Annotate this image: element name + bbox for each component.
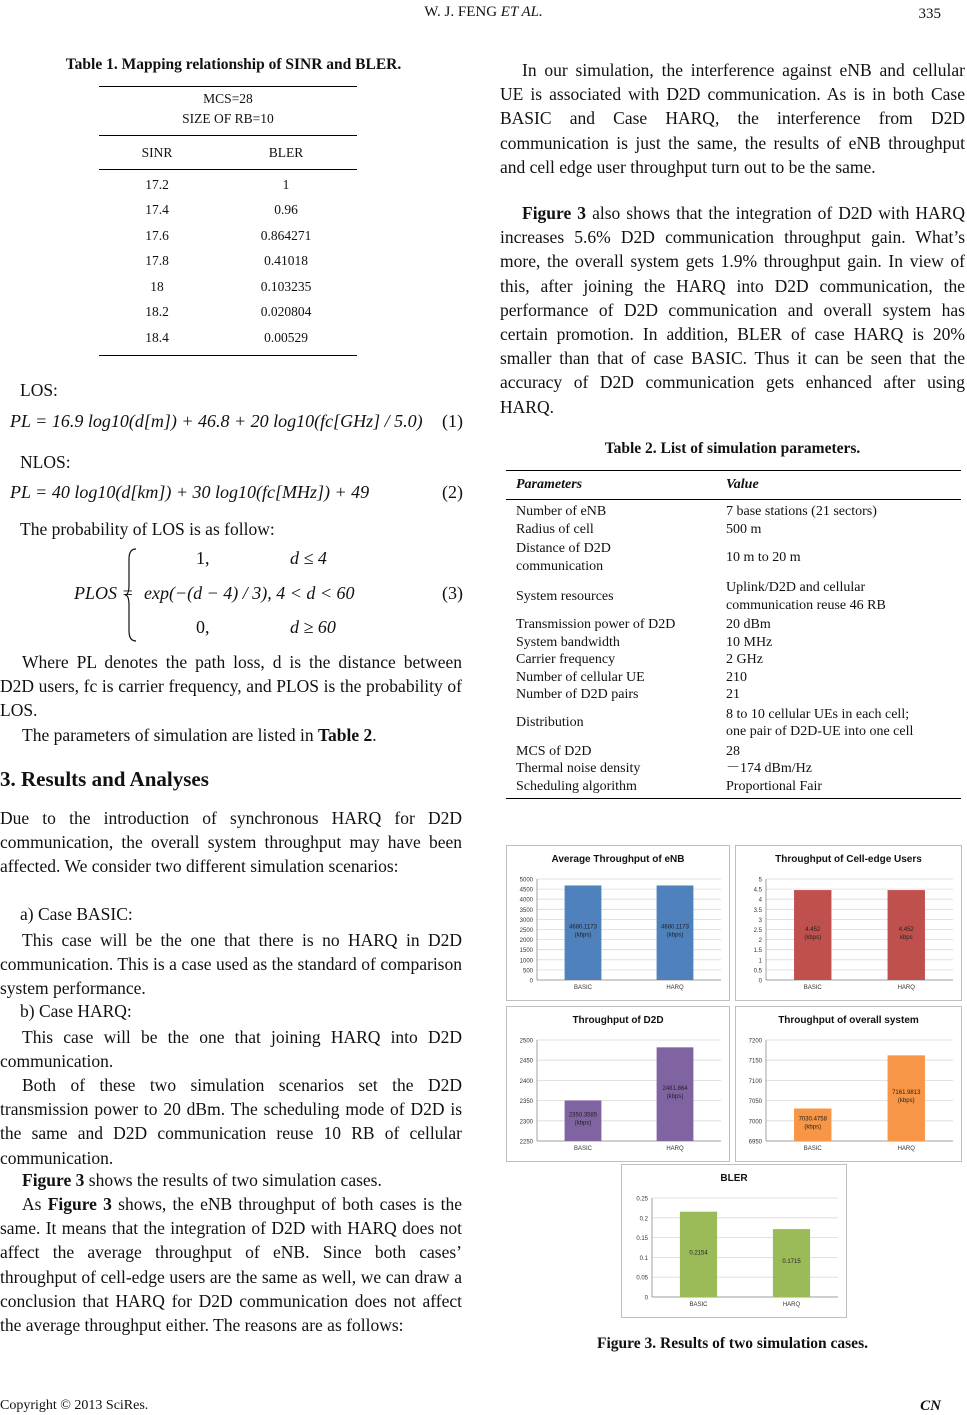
y-tick-label: 0: [529, 978, 533, 985]
chart-plot: [736, 1007, 961, 1161]
x-tick-label: HARQ: [666, 1146, 684, 1152]
bler-cell: 0.96: [274, 202, 298, 218]
params-reference: The parameters of simulation are listed in Table 2.: [22, 725, 377, 745]
chart-bler: [621, 1164, 847, 1318]
table-row: [99, 223, 357, 249]
chart-enb-throughput: [506, 845, 730, 1001]
value-cell: 21: [726, 687, 740, 702]
table1: [99, 86, 357, 356]
chart-plot: [736, 846, 961, 1000]
table-row: [506, 686, 961, 704]
chart-title: Throughput of D2D: [572, 1015, 664, 1026]
sinr-cell: 17.2: [145, 176, 169, 192]
x-tick-label: HARQ: [897, 1146, 915, 1152]
intro-paragraph: Due to the introduction of synchronous HARQ for D2D communication, the overall system throughput may have been affected. We consider two different simulation scenarios:: [0, 808, 462, 877]
y-tick-label: 4000: [519, 897, 533, 904]
sinr-cell: 18.2: [145, 304, 169, 320]
value-cell: 10 m to 20 m: [726, 549, 801, 565]
x-tick-label: BASIC: [573, 985, 593, 991]
equation-3-lhs: PLOS =: [74, 583, 134, 603]
sinr-cell: 17.8: [145, 253, 169, 269]
chart-title: Throughput of overall system: [778, 1015, 919, 1026]
y-tick-label: 7000: [748, 1119, 762, 1126]
x-tick-label: BASIC: [573, 1146, 593, 1152]
y-tick-label: 4.5: [753, 887, 762, 894]
table-row: [506, 669, 961, 687]
data-label: 4.452 kbps: [898, 927, 914, 942]
equation-3: [0, 545, 467, 645]
value-cell: 20 dBm: [726, 617, 771, 632]
y-tick-label: 2300: [519, 1119, 533, 1126]
y-tick-label: 7050: [748, 1099, 762, 1106]
parameter-cell: Thermal noise density: [516, 761, 641, 776]
parameter-cell: Radius of cell: [516, 521, 594, 537]
y-tick-label: 2350: [519, 1099, 533, 1106]
table-row: [506, 743, 961, 761]
journal-abbrev: CN: [920, 1398, 941, 1414]
y-tick-label: 500: [522, 968, 533, 975]
table-row: [99, 198, 357, 224]
table-row: [99, 274, 357, 300]
table-row: [506, 704, 961, 743]
x-tick-label: BASIC: [689, 1302, 708, 1308]
y-tick-label: 2500: [519, 1038, 533, 1045]
los-label: LOS:: [20, 380, 58, 400]
column-header-sinr: SINR: [141, 144, 173, 160]
y-tick-label: 1: [758, 958, 762, 965]
header-authors: W. J. FENG: [424, 4, 498, 20]
value-cell: 2 GHz: [726, 652, 763, 667]
y-tick-label: 0: [644, 1295, 648, 1302]
table-row: [99, 172, 357, 198]
equation-3-case-3: 0,: [196, 617, 210, 637]
chart-d2d-throughput: [506, 1006, 730, 1162]
y-tick-label: 0.25: [636, 1196, 648, 1203]
chart-title: BLER: [720, 1173, 748, 1184]
table-row: [506, 778, 961, 796]
table-row: [506, 577, 961, 616]
table1-rb-size: SIZE OF RB=10: [182, 111, 274, 126]
table-row: [506, 760, 961, 778]
data-label: 2481.864 (kbps): [662, 1086, 688, 1101]
case-b-heading: b) Case HARQ:: [20, 1001, 132, 1021]
parameter-cell: Transmission power of D2D: [516, 617, 676, 632]
chart-overall-throughput: [735, 1006, 962, 1162]
x-tick-label: HARQ: [666, 985, 684, 991]
y-tick-label: 3000: [519, 917, 533, 924]
table-row: [506, 538, 961, 577]
data-label: 7161.9813 (kbps): [892, 1090, 921, 1105]
bler-cell: 0.020804: [260, 304, 312, 320]
data-label: 4680.1173 (kbps): [661, 924, 689, 939]
parameter-cell: System resources: [516, 588, 614, 604]
y-tick-label: 7200: [748, 1038, 762, 1045]
sinr-cell: 17.6: [145, 227, 169, 243]
value-cell: 7 base stations (21 sectors): [726, 504, 877, 519]
value-cell: Proportional Fair: [726, 778, 823, 794]
table-row: [99, 325, 357, 351]
column-header-value: Value: [726, 477, 759, 492]
y-tick-label: 0.05: [636, 1275, 648, 1282]
figure-caption: Figure 3. Results of two simulation cases.: [597, 1335, 868, 1352]
equation-3-case-1: 1,: [196, 548, 210, 568]
data-label: 4.452 (kbps): [804, 927, 822, 942]
table1-column-headers: [99, 136, 357, 170]
data-label: 0.2154: [689, 1250, 708, 1257]
y-tick-label: 3500: [519, 907, 533, 914]
table-row: [506, 634, 961, 652]
case-a-paragraph: This case will be the one that there is no HARQ in D2D communication. This is a case used as the standard of comparison system performance.: [0, 930, 462, 999]
x-tick-label: HARQ: [782, 1302, 801, 1308]
column-header-parameters: Parameters: [516, 477, 583, 492]
y-tick-label: 0.1: [639, 1255, 648, 1262]
parameter-cell: Distance of D2D communication: [516, 541, 611, 574]
equation-3-cond-3: d ≥ 60: [290, 617, 336, 637]
y-tick-label: 4: [758, 897, 762, 904]
figure3-intro: Figure 3 shows the results of two simulation cases.: [22, 1170, 382, 1190]
parameter-cell: Number of eNB: [516, 504, 607, 519]
bler-cell: 0.864271: [260, 227, 312, 243]
page-number: 335: [918, 6, 941, 22]
y-tick-label: 2: [758, 938, 762, 945]
x-tick-label: BASIC: [803, 985, 822, 991]
y-tick-label: 1000: [519, 958, 533, 965]
both-scenarios-paragraph: Both of these two simulation scenarios set the D2D transmission power to 20 dBm. The scheduling mode of D2D is the same and D2D communication reuse 10 RB of cellular communication.: [0, 1075, 462, 1168]
los-probability-intro: The probability of LOS is as follow:: [20, 519, 275, 539]
running-header: [0, 4, 967, 21]
copyright: Copyright © 2013 SciRes.: [0, 1398, 149, 1413]
table-row: [99, 249, 357, 275]
table2-header-row: [506, 470, 961, 500]
parameter-cell: MCS of D2D: [516, 743, 592, 759]
column-header-bler: BLER: [268, 144, 304, 160]
table2-body: [506, 500, 961, 799]
chart-cell-edge-throughput: [735, 845, 962, 1001]
table-row: [506, 651, 961, 669]
table2: [506, 470, 961, 799]
y-tick-label: 2500: [519, 928, 533, 934]
interference-paragraph: In our simulation, the interference against eNB and cellular UE is associated with D2D communication. As is in both Case BASIC and Case HARQ, the interference from D2D communication is just the same, the results of eNB throughput and cell edge user throughput turn out to be the same.: [500, 60, 965, 177]
chart-plot: [507, 846, 729, 1000]
chart-plot: [507, 1007, 729, 1161]
y-tick-label: 2000: [519, 938, 533, 945]
y-tick-label: 1500: [519, 948, 533, 955]
table2-caption: Table 2. List of simulation parameters.: [604, 440, 861, 457]
bler-cell: 0.41018: [264, 253, 308, 269]
brace-icon: [124, 545, 138, 645]
y-tick-label: 0: [758, 978, 762, 985]
table-row: [506, 503, 961, 521]
value-cell: 210: [726, 669, 747, 685]
y-tick-label: 2400: [519, 1078, 533, 1085]
sinr-cell: 18: [150, 278, 164, 294]
equation-2-body: PL = 40 log10(d[km]) + 30 log10(fc[MHz]) + 49: [10, 482, 370, 502]
bler-cell: 0.103235: [260, 278, 312, 294]
y-tick-label: 5000: [519, 877, 533, 884]
x-tick-label: BASIC: [803, 1146, 822, 1152]
figure3-analysis-paragraph: As Figure 3 shows, the eNB throughput of both cases is the same. It means that the integration of D2D with HARQ does not affect the average throughput of eNB. Since both cases’ throughput of cell-edge users are the same as well, we can draw a conclusion that HARQ for D2D communication does not affect the average throughput either. The reasons are as follows:: [0, 1194, 462, 1336]
table-row: [99, 300, 357, 326]
equation-1-number: (1): [442, 411, 463, 431]
y-tick-label: 1.5: [753, 948, 762, 955]
y-tick-label: 0.15: [636, 1236, 648, 1243]
parameter-cell: Number of D2D pairs: [516, 687, 639, 702]
value-cell: 10 MHz: [726, 634, 773, 650]
x-tick-label: HARQ: [897, 985, 915, 991]
y-tick-label: 7100: [748, 1078, 762, 1085]
sinr-cell: 18.4: [145, 329, 169, 345]
parameter-cell: System bandwidth: [516, 634, 620, 650]
data-label: 4680.1173 (kbps): [569, 924, 597, 939]
equation-3-case-2: exp(−(d − 4) / 3), 4 < d < 60: [144, 583, 355, 603]
value-cell: 28: [726, 743, 740, 759]
data-label: 7030.4758 (kbps): [798, 1116, 827, 1131]
where-paragraph: Where PL denotes the path loss, d is the distance between D2D users, fc is carrier frequency, and PLOS is the probability of LOS.: [0, 652, 462, 721]
parameter-cell: Number of cellular UE: [516, 669, 645, 685]
chart-plot: [622, 1165, 846, 1317]
table1-body: [99, 170, 357, 356]
y-tick-label: 6950: [748, 1139, 762, 1146]
y-tick-label: 2.5: [753, 928, 762, 934]
table-row: [506, 616, 961, 634]
y-tick-label: 4500: [519, 887, 533, 894]
table1-header-group: [99, 86, 357, 136]
y-tick-label: 5: [758, 877, 762, 884]
value-cell: 500 m: [726, 521, 762, 537]
parameter-cell: Scheduling algorithm: [516, 778, 637, 794]
value-cell: Uplink/D2D and cellular communication reuse 46 RB: [726, 580, 886, 613]
chart-title: Average Throughput of eNB: [551, 854, 685, 865]
y-tick-label: 3: [758, 917, 762, 924]
parameter-cell: Distribution: [516, 715, 584, 731]
bler-cell: 1: [282, 176, 290, 192]
y-tick-label: 0.2: [639, 1216, 648, 1223]
y-tick-label: 2450: [519, 1058, 533, 1065]
bler-cell: 0.00529: [264, 329, 308, 345]
nlos-label: NLOS:: [20, 452, 71, 472]
gain-paragraph: Figure 3 also shows that the integration of D2D with HARQ increases 5.6% D2D communication throughput gain. What’s more, the overall system gets 1.9% throughput gain. In view of this, after joining the HARQ into D2D communication, the performance of D2D communication and overall system has certain promotion. In addition, BLER of case HARQ is 20% smaller than that of case BASIC. Thus it can be seen that the accuracy of D2D communication gets enhanced after using HARQ.: [500, 203, 965, 417]
y-tick-label: 0.5: [753, 968, 762, 975]
equation-3-cond-1: d ≤ 4: [290, 548, 327, 568]
table1-caption: Table 1. Mapping relationship of SINR and BLER.: [65, 56, 402, 73]
table-row: [506, 521, 961, 539]
data-label: 0.1715: [782, 1259, 801, 1266]
section-title: 3. Results and Analyses: [0, 767, 209, 791]
data-label: 2350.3585 (kbps): [568, 1112, 598, 1127]
chart-title: Throughput of Cell-edge Users: [775, 854, 922, 865]
equation-2-number: (2): [442, 482, 463, 502]
y-tick-label: 2250: [519, 1139, 533, 1146]
sinr-cell: 17.4: [145, 202, 169, 218]
y-tick-label: 3.5: [753, 907, 762, 914]
value-cell: 8 to 10 cellular UEs in each cell; one pair of D2D-UE into one cell: [726, 706, 914, 739]
case-a-heading: a) Case BASIC:: [20, 904, 133, 924]
equation-3-number: (3): [442, 583, 463, 603]
parameter-cell: Carrier frequency: [516, 652, 616, 667]
header-et-al: ET AL.: [500, 4, 543, 20]
value-cell: －174 dBm/Hz: [726, 761, 812, 776]
table1-mcs: MCS=28: [203, 91, 253, 106]
y-tick-label: 7150: [748, 1058, 762, 1065]
case-b-paragraph: This case will be the one that joining HARQ into D2D communication.: [0, 1027, 462, 1072]
equation-1-body: PL = 16.9 log10(d[m]) + 46.8 + 20 log10(fc[GHz] / 5.0): [10, 411, 423, 431]
